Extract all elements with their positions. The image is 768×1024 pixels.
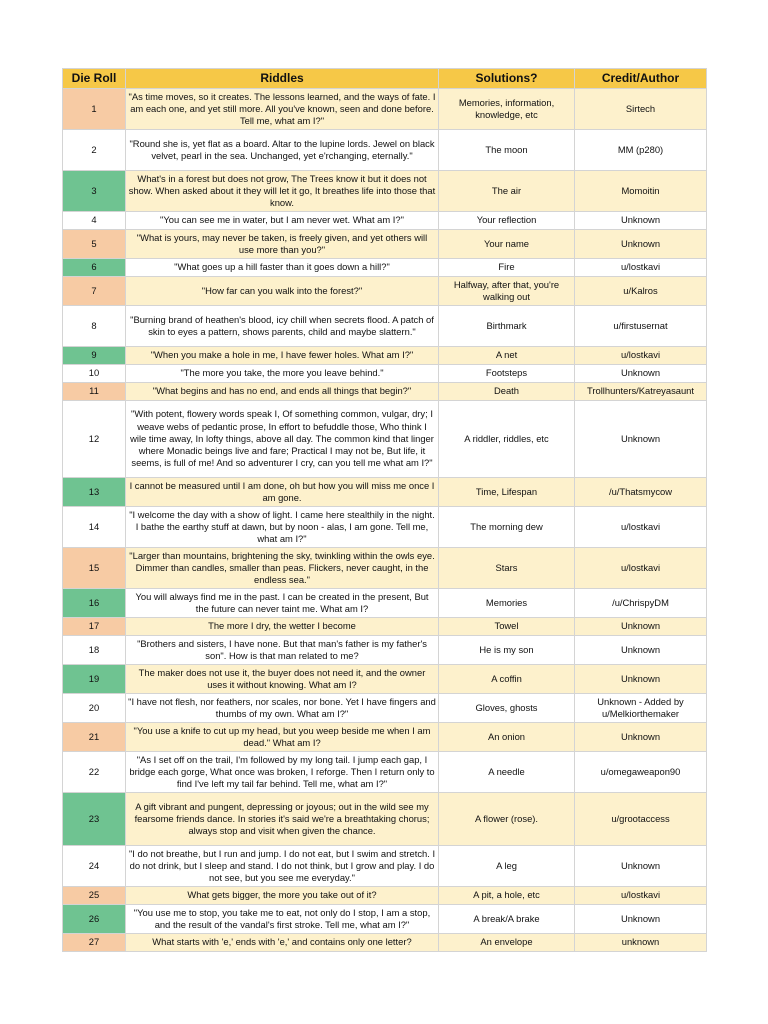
credit-cell: Unknown xyxy=(575,618,707,636)
table-row xyxy=(63,89,707,130)
table-row xyxy=(63,752,707,793)
die-roll-cell: 5 xyxy=(63,230,126,259)
credit-cell: Unknown xyxy=(575,846,707,887)
die-roll-cell: 9 xyxy=(63,347,126,365)
die-roll-cell: 21 xyxy=(63,723,126,752)
table-row xyxy=(63,478,707,507)
credit-cell: Trollhunters/Katreyasaunt xyxy=(575,383,707,401)
die-roll-cell: 17 xyxy=(63,618,126,636)
riddle-cell: "What begins and has no end, and ends all things that begin?" xyxy=(126,383,439,401)
solution-cell: Gloves, ghosts xyxy=(439,694,575,723)
riddle-cell: "I have not flesh, nor feathers, nor scales, nor bone. Yet I have fingers and thumbs of my own. What am I?" xyxy=(126,694,439,723)
riddle-cell: "You can see me in water, but I am never wet. What am I?" xyxy=(126,212,439,230)
die-roll-cell: 3 xyxy=(63,171,126,212)
table-row xyxy=(63,507,707,548)
solution-cell: He is my son xyxy=(439,636,575,665)
die-roll-cell: 24 xyxy=(63,846,126,887)
riddle-cell: What starts with 'e,' ends with 'e,' and contains only one letter? xyxy=(126,934,439,952)
table-row xyxy=(63,401,707,478)
riddle-cell: What's in a forest but does not grow, The Trees know it but it does not show. When asked about it they will let it go, It breathes life into those that know. xyxy=(126,171,439,212)
die-roll-cell: 6 xyxy=(63,259,126,277)
table-row xyxy=(63,618,707,636)
table-row xyxy=(63,383,707,401)
die-roll-cell: 25 xyxy=(63,887,126,905)
credit-cell: Momoitin xyxy=(575,171,707,212)
credit-cell: /u/Thatsmycow xyxy=(575,478,707,507)
solution-cell: A pit, a hole, etc xyxy=(439,887,575,905)
riddle-cell: "How far can you walk into the forest?" xyxy=(126,277,439,306)
die-roll-cell: 12 xyxy=(63,401,126,478)
die-roll-header: Die Roll xyxy=(63,69,126,89)
credit-cell: u/lostkavi xyxy=(575,259,707,277)
riddles-table xyxy=(62,68,707,952)
riddle-cell: The maker does not use it, the buyer does not need it, and the owner uses it without knowing. What am I? xyxy=(126,665,439,694)
credit-cell: Unknown - Added by u/Melkiorthemaker xyxy=(575,694,707,723)
credit-cell: Unknown xyxy=(575,636,707,665)
solution-cell: The moon xyxy=(439,130,575,171)
credit-cell: u/lostkavi xyxy=(575,548,707,589)
die-roll-cell: 10 xyxy=(63,365,126,383)
solution-cell: The air xyxy=(439,171,575,212)
credit-cell: Unknown xyxy=(575,230,707,259)
die-roll-cell: 16 xyxy=(63,589,126,618)
table-row xyxy=(63,230,707,259)
die-roll-cell: 15 xyxy=(63,548,126,589)
riddle-cell: "As time moves, so it creates. The lessons learned, and the ways of fate. I am each one, and yet still more. All you've known, seen and done before. Tell me, what am I?" xyxy=(126,89,439,130)
table-row xyxy=(63,636,707,665)
table-body xyxy=(63,89,707,952)
table-row xyxy=(63,548,707,589)
die-roll-cell: 7 xyxy=(63,277,126,306)
solution-cell: A break/A brake xyxy=(439,905,575,934)
solution-cell: A riddler, riddles, etc xyxy=(439,401,575,478)
table-row xyxy=(63,934,707,952)
credit-cell: u/Kalros xyxy=(575,277,707,306)
credit-cell: u/lostkavi xyxy=(575,507,707,548)
credit-cell: /u/ChrispyDM xyxy=(575,589,707,618)
die-roll-cell: 11 xyxy=(63,383,126,401)
solution-cell: An envelope xyxy=(439,934,575,952)
table-row xyxy=(63,723,707,752)
credit-cell: Unknown xyxy=(575,365,707,383)
table-row xyxy=(63,130,707,171)
credit-cell: unknown xyxy=(575,934,707,952)
credit-cell: Unknown xyxy=(575,665,707,694)
die-roll-cell: 2 xyxy=(63,130,126,171)
credit-header: Credit/Author xyxy=(575,69,707,89)
riddle-cell: "You use me to stop, you take me to eat, not only do I stop, I am a stop, and the result of the vandal's first stroke. Tell me, what am I?" xyxy=(126,905,439,934)
riddle-cell: "What is yours, may never be taken, is freely given, and yet others will use more than you?" xyxy=(126,230,439,259)
solution-cell: Memories xyxy=(439,589,575,618)
table-row xyxy=(63,887,707,905)
die-roll-cell: 20 xyxy=(63,694,126,723)
riddle-cell: "With potent, flowery words speak I, Of something common, vulgar, dry; I weave webs of pedantic prose, In effort to befuddle those, Who think I wile time away, In lofty things, above all day. The common kind that linger where Monadic beings live and fare; Practical I may not be, But life, it seems, is full of me! And so adventurer I cry, can you tell me what am I?" xyxy=(126,401,439,478)
solution-cell: A needle xyxy=(439,752,575,793)
solution-cell: Fire xyxy=(439,259,575,277)
riddle-cell: "You use a knife to cut up my head, but you weep beside me when I am dead." What am I? xyxy=(126,723,439,752)
solution-cell: A net xyxy=(439,347,575,365)
riddle-cell: "Round she is, yet flat as a board. Altar to the lupine lords. Jewel on black velvet, pearl in the sea. Unchanged, yet e'rchanging, eternally." xyxy=(126,130,439,171)
die-roll-cell: 13 xyxy=(63,478,126,507)
solution-cell: Birthmark xyxy=(439,306,575,347)
riddle-cell: I cannot be measured until I am done, oh but how you will miss me once I am gone. xyxy=(126,478,439,507)
table-row xyxy=(63,846,707,887)
credit-cell: u/firstusernat xyxy=(575,306,707,347)
table-row xyxy=(63,212,707,230)
solution-cell: The morning dew xyxy=(439,507,575,548)
solution-cell: A flower (rose). xyxy=(439,793,575,846)
die-roll-cell: 14 xyxy=(63,507,126,548)
credit-cell: Sirtech xyxy=(575,89,707,130)
table-row xyxy=(63,259,707,277)
solution-cell: A leg xyxy=(439,846,575,887)
die-roll-cell: 8 xyxy=(63,306,126,347)
riddle-cell: "I do not breathe, but I run and jump. I do not eat, but I swim and stretch. I do not drink, but I sleep and stand. I do not think, but I grow and play. I do not see, but you see me everyday." xyxy=(126,846,439,887)
die-roll-cell: 4 xyxy=(63,212,126,230)
credit-cell: u/omegaweapon90 xyxy=(575,752,707,793)
die-roll-cell: 19 xyxy=(63,665,126,694)
die-roll-cell: 1 xyxy=(63,89,126,130)
table-row xyxy=(63,347,707,365)
solution-cell: Death xyxy=(439,383,575,401)
riddle-cell: "As I set off on the trail, I'm followed by my long tail. I jump each gap, I bridge each gorge, What once was broken, I reforge. Then I return only to find I've left my tail far behind. Tell me, what am I?" xyxy=(126,752,439,793)
die-roll-cell: 18 xyxy=(63,636,126,665)
die-roll-cell: 22 xyxy=(63,752,126,793)
solution-cell: Towel xyxy=(439,618,575,636)
riddle-cell: "What goes up a hill faster than it goes down a hill?" xyxy=(126,259,439,277)
table-row xyxy=(63,905,707,934)
solution-cell: Your name xyxy=(439,230,575,259)
riddle-cell: What gets bigger, the more you take out of it? xyxy=(126,887,439,905)
table-row xyxy=(63,277,707,306)
riddle-cell: The more I dry, the wetter I become xyxy=(126,618,439,636)
riddle-cell: "Brothers and sisters, I have none. But that man's father is my father's son". How is that man related to me? xyxy=(126,636,439,665)
solution-cell: Halfway, after that, you're walking out xyxy=(439,277,575,306)
credit-cell: u/lostkavi xyxy=(575,887,707,905)
die-roll-cell: 26 xyxy=(63,905,126,934)
solution-cell: A coffin xyxy=(439,665,575,694)
table-row xyxy=(63,793,707,846)
riddle-cell: "Burning brand of heathen's blood, icy chill when secrets flood. A patch of skin to eyes a pattern, shows parents, child and maybe slattern." xyxy=(126,306,439,347)
riddle-cell: "I welcome the day with a show of light. I came here stealthily in the night. I bathe the earthy stuff at dawn, but by noon - alas, I am gone. Tell me, what am I?" xyxy=(126,507,439,548)
table-row xyxy=(63,589,707,618)
credit-cell: Unknown xyxy=(575,212,707,230)
riddle-cell: "Larger than mountains, brightening the sky, twinkling within the owls eye. Dimmer than candles, smaller than peas. Flickers, never caught, in the endless sea." xyxy=(126,548,439,589)
riddle-cell: "The more you take, the more you leave behind." xyxy=(126,365,439,383)
table-row xyxy=(63,306,707,347)
riddle-cell: "When you make a hole in me, I have fewer holes. What am I?" xyxy=(126,347,439,365)
solution-cell: Stars xyxy=(439,548,575,589)
riddles-header: Riddles xyxy=(126,69,439,89)
credit-cell: Unknown xyxy=(575,905,707,934)
solution-cell: Your reflection xyxy=(439,212,575,230)
solution-cell: Footsteps xyxy=(439,365,575,383)
solutions-header: Solutions? xyxy=(439,69,575,89)
riddle-cell: A gift vibrant and pungent, depressing or joyous; out in the wild see my fearsome friends dance. In stories it's said we're a breathtaking chorus; always stop and visit when given the chance. xyxy=(126,793,439,846)
credit-cell: Unknown xyxy=(575,401,707,478)
solution-cell: Time, Lifespan xyxy=(439,478,575,507)
die-roll-cell: 23 xyxy=(63,793,126,846)
riddle-cell: You will always find me in the past. I can be created in the present, But the future can never taint me. What am I? xyxy=(126,589,439,618)
credit-cell: u/lostkavi xyxy=(575,347,707,365)
solution-cell: Memories, information, knowledge, etc xyxy=(439,89,575,130)
table-row xyxy=(63,694,707,723)
credit-cell: u/grootaccess xyxy=(575,793,707,846)
credit-cell: Unknown xyxy=(575,723,707,752)
die-roll-cell: 27 xyxy=(63,934,126,952)
table-row xyxy=(63,171,707,212)
solution-cell: An onion xyxy=(439,723,575,752)
table-row xyxy=(63,365,707,383)
header-row xyxy=(63,69,707,89)
table-row xyxy=(63,665,707,694)
credit-cell: MM (p280) xyxy=(575,130,707,171)
